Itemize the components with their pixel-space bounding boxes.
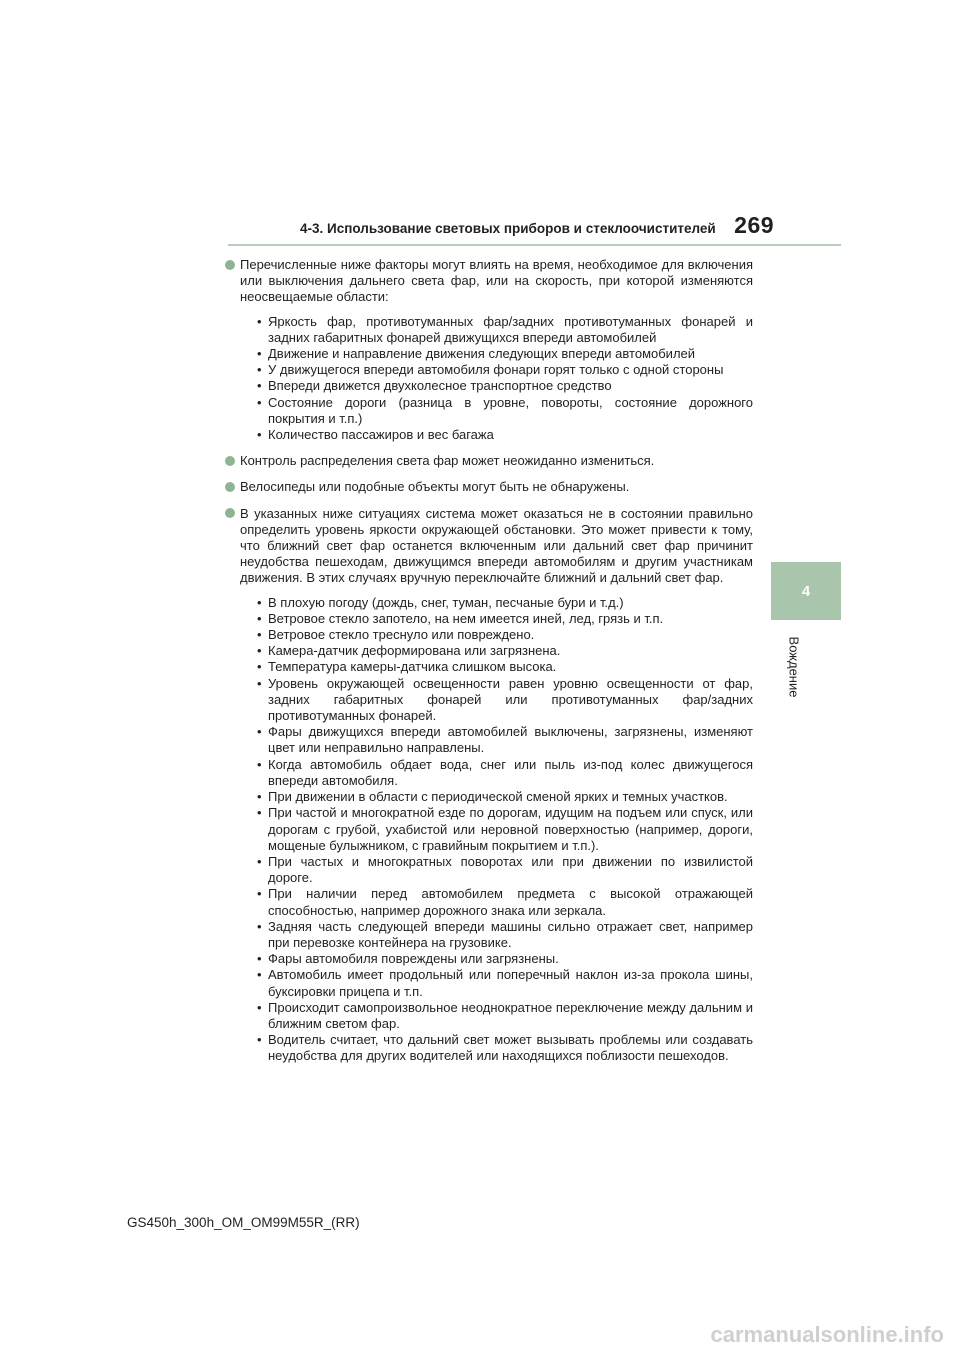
main-content	[224, 257, 753, 1065]
bullet-mark-icon: •	[257, 805, 262, 821]
chapter-label-container	[784, 632, 804, 702]
bullet-mark-icon: •	[257, 627, 262, 643]
sub-list-item: • Фары движущихся впереди автомобилей выключены, загрязнены, изменяют цвет или неправильно направлены.	[257, 724, 753, 756]
bullet-dot-icon	[225, 482, 235, 492]
chapter-number: 4	[801, 582, 811, 600]
bullet-mark-icon: •	[257, 1032, 262, 1048]
bullet-text: В указанных ниже ситуациях система может оказаться не в состоянии правильно определить уровень яркости окружающей обстановки. Это может привести к тому, что ближний свет фар останется включенным или дальний свет фар причинит неудобства пешеходам, движущимся впереди автомобилям и другим участникам движения. В этих случаях вручную переключайте ближний и дальний свет фар.	[240, 505, 753, 586]
sub-list-item: • При движении в области с периодической сменой ярких и темных участков.	[257, 789, 728, 805]
bullet-item	[224, 479, 753, 495]
document-code: GS450h_300h_OM_OM99M55R_(RR)	[127, 1215, 360, 1230]
bullet-mark-icon: •	[257, 427, 262, 443]
bullet-mark-icon: •	[257, 999, 262, 1015]
bullet-mark-icon: •	[257, 594, 262, 610]
bullet-mark-icon: •	[257, 756, 262, 772]
chapter-label: Вождение	[786, 636, 802, 698]
sub-list-item: • При частой и многократной езде по дорогам, идущим на подъем или спуск, или дорогам с грубой, ухабистой или неровной поверхностью (например, дороги, мощеные булыжником, с гравийным покрытием и т.п.).	[257, 805, 753, 853]
bullet-mark-icon: •	[257, 394, 262, 410]
sub-list-item: • Ветровое стекло запотело, на нем имеется иней, лед, грязь и т.п.	[257, 610, 664, 626]
sub-list-item: • Количество пассажиров и вес багажа	[257, 427, 494, 443]
sub-list-item: • Температура камеры-датчика слишком высока.	[257, 659, 557, 675]
bullet-item	[224, 506, 753, 1065]
bullet-mark-icon: •	[257, 789, 262, 805]
sub-list	[240, 314, 753, 444]
sub-list-item: • В плохую погоду (дождь, снег, туман, песчаные бури и т.д.)	[257, 594, 624, 610]
bullet-mark-icon: •	[257, 967, 262, 983]
sub-list-item: • Состояние дороги (разница в уровне, повороты, состояние дорожного покрытия и т.п.)	[257, 394, 753, 426]
bullet-mark-icon: •	[257, 378, 262, 394]
sub-list	[240, 595, 753, 1065]
sub-list-item: • Когда автомобиль обдает вода, снег или пыль из-под колес движущегося впереди автомобиля.	[257, 756, 753, 788]
sub-list-item: • У движущегося впереди автомобиля фонари горят только с одной стороны	[257, 362, 724, 378]
bullet-mark-icon: •	[257, 346, 262, 362]
bullet-mark-icon: •	[257, 610, 262, 626]
bullet-mark-icon: •	[257, 951, 262, 967]
sub-list-item: • Ветровое стекло треснуло или повреждено.	[257, 627, 535, 643]
bullet-mark-icon: •	[257, 362, 262, 378]
bullet-mark-icon: •	[257, 643, 262, 659]
bullet-item	[224, 257, 753, 443]
bullet-mark-icon: •	[257, 886, 262, 902]
section-title: 4-3. Использование световых приборов и стеклоочистителей	[300, 221, 716, 236]
bullet-item	[224, 453, 753, 469]
bullet-dot-icon	[225, 260, 235, 270]
sub-list-item: • Происходит самопроизвольное неоднократное переключение между дальним и ближним светом фар.	[257, 999, 753, 1031]
bullet-mark-icon: •	[257, 675, 262, 691]
bullet-dot-icon	[225, 456, 235, 466]
bullet-mark-icon: •	[257, 724, 262, 740]
sub-list-item: • Задняя часть следующей впереди машины сильно отражает свет, например при перевозке контейнера на грузовике.	[257, 918, 753, 950]
sub-list-item: • Фары автомобиля повреждены или загрязнены.	[257, 951, 559, 967]
sub-list-item: • При частых и многократных поворотах или при движении по извилистой дороге.	[257, 853, 753, 886]
sub-list-item: • Уровень окружающей освещенности равен уровню освещенности от фар, задних габаритных фонарей или противотуманных фар/задних противотуманных фонарей.	[257, 675, 753, 724]
bullet-mark-icon: •	[257, 659, 262, 675]
bullet-text: Велосипеды или подобные объекты могут быть не обнаружены.	[240, 479, 630, 495]
chapter-tab	[771, 562, 841, 620]
sub-list-item: • Яркость фар, противотуманных фар/задних противотуманных фонарей и задних габаритных фонарей движущихся впереди автомобилей	[257, 313, 753, 345]
bullet-mark-icon: •	[257, 853, 262, 869]
bullet-mark-icon: •	[257, 918, 262, 934]
bullet-text: Перечисленные ниже факторы могут влиять на время, необходимое для включения или выключения дальнего света фар, или на скорость, при которой изменяются неосвещаемые области:	[240, 257, 753, 305]
bullet-mark-icon: •	[257, 313, 262, 329]
sub-list-item: • Автомобиль имеет продольный или поперечный наклон из-за прокола шины, буксировки прицепа и т.п.	[257, 967, 753, 999]
sub-list-item: • Движение и направление движения следующих впереди автомобилей	[257, 346, 696, 362]
sub-list-item: • При наличии перед автомобилем предмета с высокой отражающей способностью, например дорожного знака или зеркала.	[257, 886, 753, 918]
header-divider	[228, 244, 841, 246]
sub-list-item: • Камера-датчик деформирована или загрязнена.	[257, 643, 561, 659]
page-header	[300, 212, 774, 239]
sub-list-item: • Впереди движется двухколесное транспортное средство	[257, 378, 612, 394]
bullet-text: Контроль распределения света фар может неожиданно измениться.	[240, 453, 655, 469]
page-number: 269	[734, 212, 775, 238]
sub-list-item: • Водитель считает, что дальний свет может вызывать проблемы или создавать неудобства для других водителей или находящихся поблизости пешеходов.	[257, 1032, 753, 1064]
bullet-dot-icon	[225, 508, 235, 518]
watermark: carmanualsonline.info	[710, 1322, 944, 1347]
